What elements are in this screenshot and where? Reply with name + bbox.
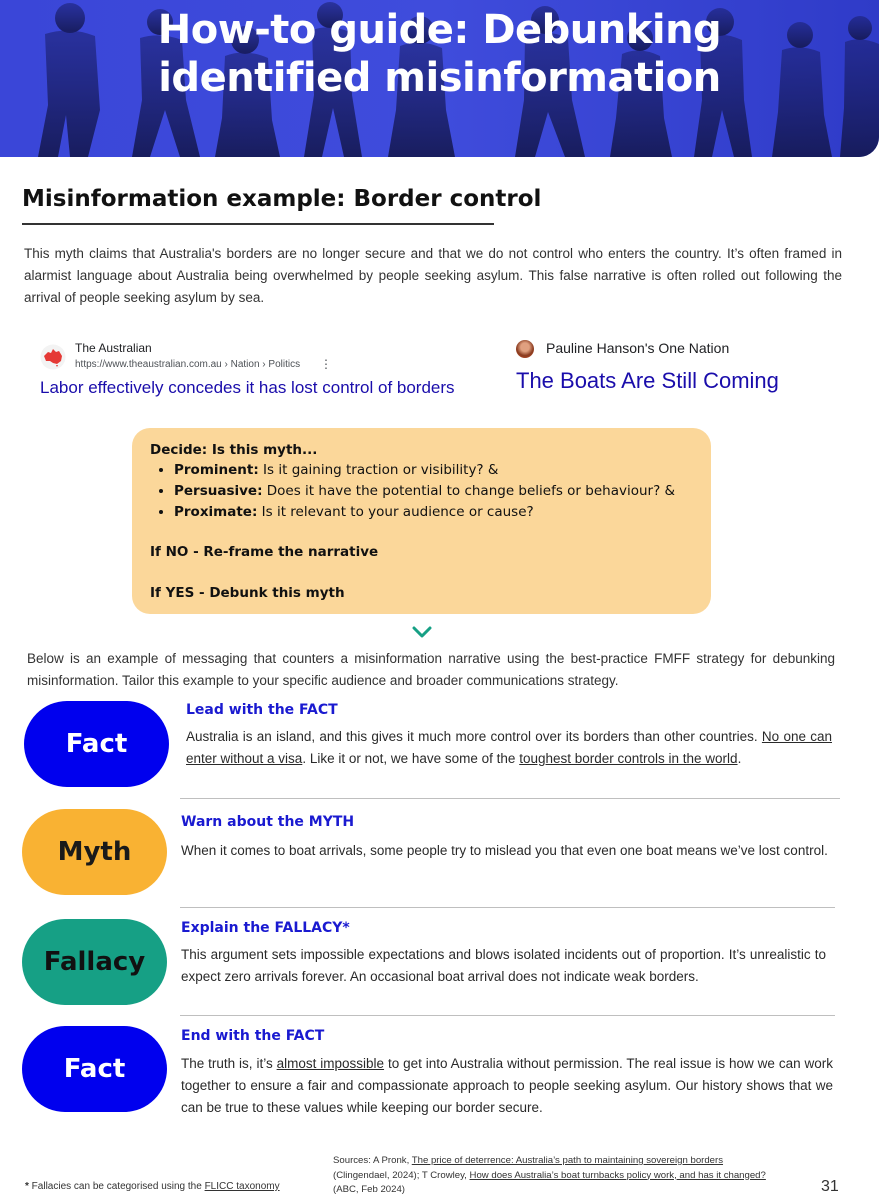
fallacy-pill: Fallacy [22,919,167,1005]
sources-text: Sources: A Pronk, [333,1155,412,1166]
australian-headline-link[interactable]: Labor effectively concedes it has lost control of borders [40,378,455,397]
almost-impossible-link[interactable]: almost impossible [276,1056,385,1071]
source-link-pronk[interactable]: The price of deterrence: Australia’s path to maintaining sovereign borders [411,1155,724,1166]
sources-citation [333,1154,773,1198]
fallacy-footnote [25,1181,280,1192]
one-nation-headline-link[interactable]: The Boats Are Still Coming [516,368,779,393]
fact-pill: Fact [24,701,169,787]
footnote-star: * [25,1181,29,1192]
criterion-label: Prominent: [174,462,259,478]
criterion-text: Is it relevant to your audience or cause? [257,504,534,520]
sources-text: (ABC, Feb 2024) [333,1184,405,1195]
border-controls-link[interactable]: toughest border controls in the world [519,751,738,766]
step-text: to get into Australia without permission. The real issue is how we can work together to ensure a fair and compassionate approach to people seeking asylum. Our history shows that we can be true to these values while keeping our border secure. [181,1056,833,1115]
step-heading-end-fact: End with the FACT [181,1028,325,1044]
australian-source-name: The Australian [75,341,152,355]
decide-title: Decide: Is this myth... [150,442,318,458]
intro-paragraph: This myth claims that Australia's borders are no longer secure and that we do not control who enters the country. It’s often framed in alarmist language about Australia being overwhelmed by people seeking asylum. This false narrative is often rolled out following the arrival of people seeking asylum by sea. [24,246,842,305]
decide-if-no: If NO - Re-frame the narrative [150,544,379,560]
australian-url: https://www.theaustralian.com.au › Nation › Politics [75,359,301,370]
australia-map-logo-icon [40,344,66,370]
source-link-crowley[interactable]: How does Australia’s boat turnbacks policy work, and has it changed? [469,1169,766,1181]
section-title: Misinformation example: Border control [22,186,542,212]
step-heading-warn-myth: Warn about the MYTH [181,814,355,830]
page-title-line-1: How-to guide: Debunking [157,7,722,53]
decide-if-yes: If YES - Debunk this myth [150,585,345,601]
chevron-down-icon [411,624,433,640]
footnote-text: Fallacies can be categorised using the [28,1181,205,1192]
divider [180,1015,835,1016]
decide-criteria-list [158,460,675,523]
step-body-explain-fallacy: This argument sets impossible expectations and blows isolated incidents out of proportion. It’s unrealistic to expect zero arrivals forever. An occasional boat arrival does not indicate weak borders. [181,947,826,984]
more-options-icon[interactable]: ⋮ [320,357,332,371]
step-heading-explain-fallacy: Explain the FALLACY* [181,920,350,936]
step-body-lead-fact [186,726,832,770]
criterion-text: Does it have the potential to change beliefs or behaviour? & [262,483,676,499]
page-title-line-2: identified misinformation [158,55,721,101]
criterion-text: Is it gaining traction or visibility? & [258,462,499,478]
list-item [174,502,675,523]
page-number: 31 [821,1178,839,1195]
step-heading-lead-fact: Lead with the FACT [186,702,338,718]
section-title-underline [22,223,494,225]
step-text: . [737,751,742,766]
decide-box [132,428,711,614]
list-item [174,460,675,481]
myth-pill: Myth [22,809,167,895]
avatar [516,340,534,358]
step-text: The truth is, it’s [181,1056,277,1071]
step-text: Australia is an island, and this gives it much more control over its borders than other countries. [186,729,762,744]
fact-pill: Fact [22,1026,167,1112]
step-text: . Like it or not, we have some of the [302,751,520,766]
fmff-intro-paragraph: Below is an example of messaging that counters a misinformation narrative using the best-practice FMFF strategy for debunking misinformation. Tailor this example to your specific audience and broader communications strategy. [27,651,835,688]
page-title [0,6,879,102]
criterion-label: Persuasive: [174,483,263,499]
step-body-end-fact [181,1053,833,1119]
step-body-warn-myth: When it comes to boat arrivals, some people try to mislead you that even one boat means we’ve lost control. [181,843,828,858]
flicc-taxonomy-link[interactable]: FLICC taxonomy [204,1181,280,1192]
criterion-label: Proximate: [174,504,258,520]
sources-text: (Clingendael, 2024); T Crowley, [333,1169,470,1181]
one-nation-source-name: Pauline Hanson's One Nation [546,340,730,356]
divider [180,798,840,799]
header-banner [0,0,879,157]
divider [180,907,835,908]
list-item [174,481,675,502]
visa-link[interactable]: No one can enter without a visa [186,729,832,766]
